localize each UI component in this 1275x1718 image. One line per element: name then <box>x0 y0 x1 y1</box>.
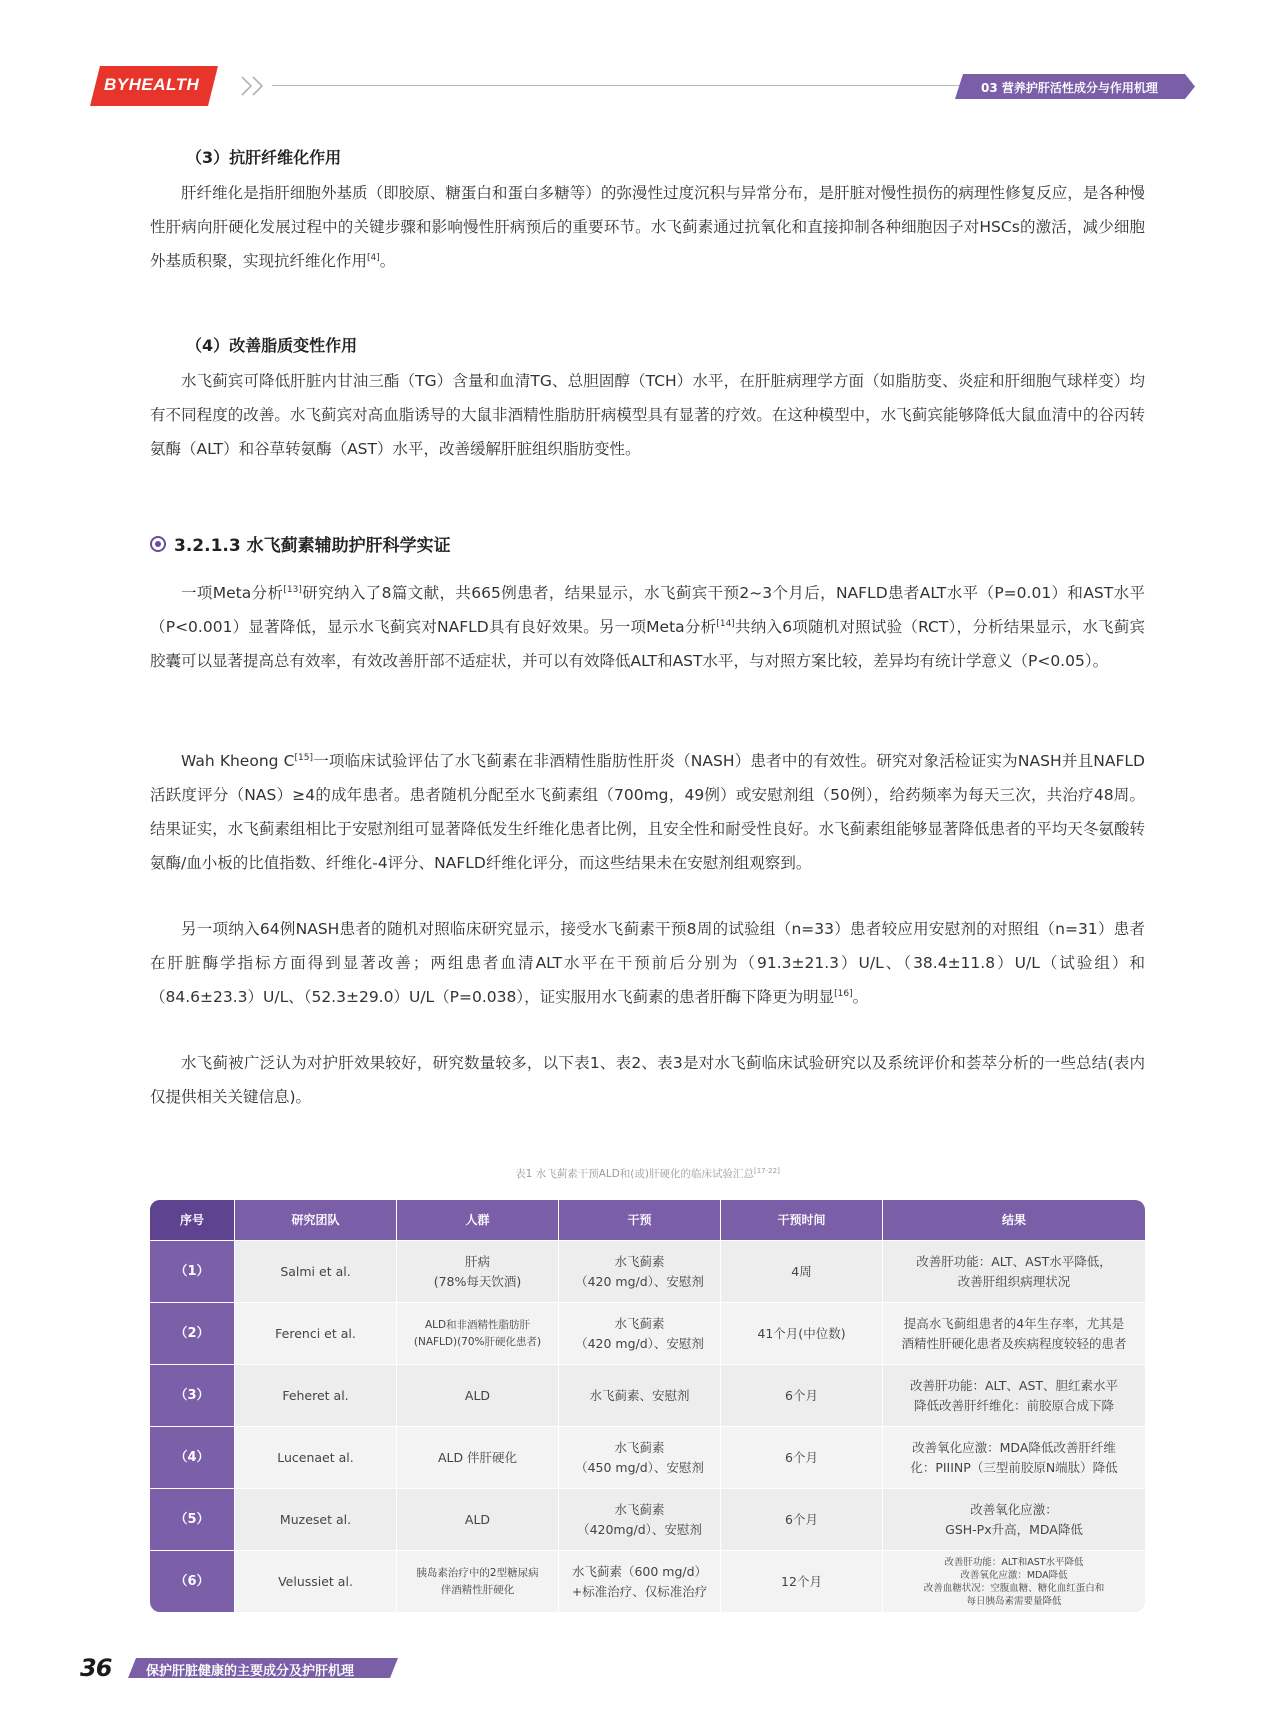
duration-cell: 6个月 <box>721 1489 883 1550</box>
table-caption <box>150 1166 1145 1181</box>
paragraph-summary: 水飞蓟被广泛认为对护肝效果较好，研究数量较多，以下表1、表2、表3是对水飞蓟临床试验研究以及系统评价和荟萃分析的一些总结(表内仅提供相关关键信息)。 <box>150 1054 1145 1106</box>
table-row <box>150 1550 1145 1612</box>
table-row <box>150 1302 1145 1364</box>
population-cell <box>397 1241 559 1302</box>
result-line: GSH-Px升高，MDA降低 <box>945 1521 1083 1537</box>
population-line: 肝病 <box>464 1253 490 1269</box>
target-icon <box>150 536 166 552</box>
intervention-line: （420 mg/d）、安慰剂 <box>575 1273 704 1289</box>
chevrons-right-icon <box>240 75 270 97</box>
result-line: 改善肝组织病理状况 <box>957 1273 1071 1289</box>
page-number: 36 <box>80 1654 112 1682</box>
duration-cell: 6个月 <box>721 1427 883 1488</box>
team-cell: Muzeset al. <box>235 1489 397 1550</box>
paragraph-text: 一项临床试验评估了水飞蓟素在非酒精性脂肪性肝炎（NASH）患者中的有效性。研究对象活检证实为NASH并且NAFLD活跃度评分（NAS）≥4的成年患者。患者随机分配至水飞蓟素组（700mg，49例）或安慰剂组（50例），给药频率为每天三次，共治疗48周。结果证实，水飞蓟素组相比于安慰剂组可显著降低发生纤维化患者比例，且安全性和耐受性良好。水飞蓟素组能够显著降低患者的平均天冬氨酸转氨酶/血小板的比值指数、纤维化-4评分、NAFLD纤维化评分，而这些结果未在安慰剂组观察到。 <box>150 752 1145 872</box>
table-row <box>150 1488 1145 1550</box>
result-line: 改善血糖状况：空腹血糖、糖化血红蛋白和 <box>923 1582 1105 1594</box>
population-line: (78%每天饮酒) <box>433 1273 522 1289</box>
paragraph-text: Wah Kheong C <box>181 752 295 770</box>
paragraph-end: 。 <box>852 988 869 1006</box>
citation-ref: [13] <box>283 585 302 595</box>
population-cell: ALD <box>397 1489 559 1550</box>
population-line: (NAFLD)(70%肝硬化患者) <box>413 1335 542 1348</box>
column-header: 序号 <box>150 1200 235 1240</box>
paragraph-end: 。 <box>379 252 396 270</box>
row-number: （5） <box>150 1489 235 1550</box>
duration-cell: 4周 <box>721 1241 883 1302</box>
footer-title: 保护肝脏健康的主要成分及护肝机理 <box>146 1664 355 1679</box>
intervention-line: 水飞蓟素 <box>614 1439 665 1455</box>
population-cell: ALD 伴肝硬化 <box>397 1427 559 1488</box>
result-line: 改善肝功能：ALT、AST水平降低， <box>916 1253 1112 1269</box>
row-number: （6） <box>150 1551 235 1612</box>
result-line: 化：PIIINP（三型前胶原N端肽）降低 <box>910 1459 1118 1475</box>
paragraph-text: 另一项纳入64例NASH患者的随机对照临床研究显示，接受水飞蓟素干预8周的试验组（n=33）患者较应用安慰剂的对照组（n=31）患者在肝脏酶学指标方面得到显著改善；两组患者血清ALT水平在干预前后分别为（91.3±21.3）U/L、（38.4±11.8）U/L（试验组）和（84.6±23.3）U/L、（52.3±29.0）U/L（P=0.038），证实服用水飞蓟素的患者肝酶下降更为明显 <box>150 920 1145 1006</box>
result-line: 改善氧化应激：MDA降低 <box>960 1569 1068 1581</box>
row-number: （3） <box>150 1365 235 1426</box>
citation-ref: [17-22] <box>754 1167 780 1175</box>
result-cell <box>883 1365 1145 1426</box>
result-line: 降低改善肝纤维化：前胶原合成下降 <box>913 1397 1114 1413</box>
table-header-row <box>150 1200 1145 1240</box>
row-number: （4） <box>150 1427 235 1488</box>
paragraph-rct <box>150 912 1145 1014</box>
intervention-cell <box>559 1303 721 1364</box>
intervention-cell <box>559 1551 721 1612</box>
citation-ref: [4] <box>367 253 380 263</box>
subsection-title-3: （3）抗肝纤维化作用 <box>186 148 342 167</box>
result-cell <box>883 1489 1145 1550</box>
population-cell <box>397 1551 559 1612</box>
result-cell <box>883 1427 1145 1488</box>
population-line: ALD和非酒精性脂肪肝 <box>424 1318 531 1331</box>
intervention-line: 水飞蓟素 <box>614 1501 665 1517</box>
result-line: 每日胰岛素需要量降低 <box>966 1595 1062 1607</box>
page-footer <box>78 1656 398 1680</box>
paragraph-meta <box>150 576 1145 678</box>
intervention-cell <box>559 1241 721 1302</box>
result-line: 改善氧化应激：MDA降低改善肝纤维 <box>912 1439 1116 1455</box>
result-line: 改善肝功能：ALT、AST、胆红素水平 <box>909 1377 1119 1393</box>
duration-cell: 12个月 <box>721 1551 883 1612</box>
paragraph-text: 一项Meta分析 <box>181 584 284 602</box>
clinical-trials-table <box>150 1200 1145 1612</box>
intervention-line: （450 mg/d）、安慰剂 <box>575 1459 704 1475</box>
intervention-cell <box>559 1489 721 1550</box>
result-line: 提高水飞蓟组患者的4年生存率，尤其是 <box>903 1315 1125 1331</box>
section-tag-text: 03 营养护肝活性成分与作用机理 <box>981 81 1158 95</box>
duration-cell: 6个月 <box>721 1365 883 1426</box>
paragraph-text: 研究纳入了8篇文献，共665例患者，结果显示，水飞蓟宾干预2~3个月后，NAFLD患者ALT水平（P=0.01）和AST水平（P<0.001）显著降低，显示水飞蓟宾对NAFLD具有良好效果。另一项Meta分析 <box>150 584 1145 636</box>
result-line: 改善肝功能：ALT和AST水平降低 <box>944 1556 1084 1568</box>
section-heading-text: 3.2.1.3 水飞蓟素辅助护肝科学实证 <box>174 536 451 556</box>
result-line: 改善氧化应激： <box>970 1501 1058 1517</box>
column-header: 研究团队 <box>235 1200 397 1240</box>
row-number: （1） <box>150 1241 235 1302</box>
brand-logo <box>90 66 218 106</box>
citation-ref: [15] <box>294 753 313 763</box>
team-cell: Lucenaet al. <box>235 1427 397 1488</box>
intervention-line: 水飞蓟素 <box>614 1253 665 1269</box>
population-cell <box>397 1303 559 1364</box>
population-line: 胰岛素治疗中的2型糖尿病 <box>416 1566 539 1579</box>
column-header: 人群 <box>397 1200 559 1240</box>
column-header: 干预 <box>559 1200 721 1240</box>
team-cell: Ferenci et al. <box>235 1303 397 1364</box>
column-header: 干预时间 <box>721 1200 883 1240</box>
population-cell: ALD <box>397 1365 559 1426</box>
subsection-title-4: （4）改善脂质变性作用 <box>186 336 358 355</box>
column-header: 结果 <box>1001 1213 1026 1227</box>
population-line: 伴酒精性肝硬化 <box>440 1583 515 1596</box>
intervention-cell: 水飞蓟素、安慰剂 <box>559 1365 721 1426</box>
team-cell: Salmi et al. <box>235 1241 397 1302</box>
result-line: 酒精性肝硬化患者及疾病程度较轻的患者 <box>901 1335 1127 1351</box>
intervention-line: （420 mg/d）、安慰剂 <box>575 1335 704 1351</box>
paragraph-text: 共纳入6项随机对照试验（RCT），分析结果显示，水飞蓟宾胶囊可以显著提高总有效率，有效改善肝部不适症状，并可以有效降低ALT和AST水平，与对照方案比较，差异均有统计学意义（P<0.05）。 <box>150 618 1145 670</box>
citation-ref: [16] <box>834 989 853 999</box>
team-cell: Feheret al. <box>235 1365 397 1426</box>
paragraph-lipid: 水飞蓟宾可降低肝脏内甘油三酯（TG）含量和血清TG、总胆固醇（TCH）水平，在肝脏病理学方面（如脂肪变、炎症和肝细胞气球样变）均有不同程度的改善。水飞蓟宾对高血脂诱导的大鼠非酒精性脂肪肝病模型具有显著的疗效。在这种模型中，水飞蓟宾能够降低大鼠血清中的谷丙转氨酶（ALT）和谷草转氨酶（AST）水平，改善缓解肝脏组织脂肪变性。 <box>150 372 1145 458</box>
intervention-line: 水飞蓟素 <box>614 1315 665 1331</box>
team-cell: Velussiet al. <box>235 1551 397 1612</box>
intervention-cell <box>559 1427 721 1488</box>
table-row <box>150 1364 1145 1426</box>
duration-cell: 41个月(中位数) <box>721 1303 883 1364</box>
intervention-line: +标准治疗、仅标准治疗 <box>571 1583 708 1599</box>
table-caption-text: 表1 水飞蓟素干预ALD和(或)肝硬化的临床试验汇总 <box>515 1168 754 1180</box>
intervention-line: （420mg/d）、安慰剂 <box>577 1521 702 1537</box>
paragraph-text: 肝纤维化是指肝细胞外基质（即胶原、糖蛋白和蛋白多糖等）的弥漫性过度沉积与异常分布，是肝脏对慢性损伤的病理性修复反应，是各种慢性肝病向肝硬化发展过程中的关键步骤和影响慢性肝病预后的重要环节。水飞蓟素通过抗氧化和直接抑制各种细胞因子对HSCs的激活，减少细胞外基质积聚，实现抗纤维化作用 <box>150 184 1145 270</box>
result-cell <box>883 1303 1145 1364</box>
table-row <box>150 1240 1145 1302</box>
section-heading <box>150 531 451 556</box>
header-divider <box>272 85 962 86</box>
citation-ref: [14] <box>716 619 735 629</box>
result-cell <box>883 1551 1145 1612</box>
row-number: （2） <box>150 1303 235 1364</box>
paragraph-antifibrosis <box>150 176 1145 278</box>
result-cell <box>883 1241 1145 1302</box>
intervention-line: 水飞蓟素（600 mg/d） <box>571 1563 708 1579</box>
table-row <box>150 1426 1145 1488</box>
logo-text: BYHEALTH <box>104 75 200 94</box>
paragraph-nash-trial <box>150 744 1145 880</box>
section-tag <box>955 74 1195 99</box>
